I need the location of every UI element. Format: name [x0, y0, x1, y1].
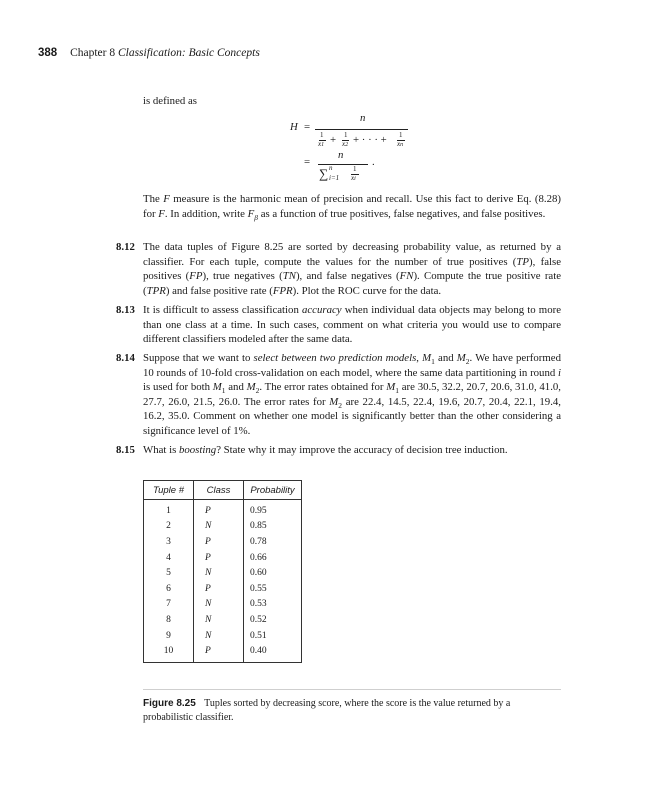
probability-cell: 0.85 [244, 519, 302, 535]
tuple-cell: 10 [144, 643, 194, 662]
exercise-text: It is difficult to assess classification accuracy when individual data objects may belong to more than one class at a time. In such cases, comment on what criteria you would use to compare different classifiers modeled after the same data. [143, 304, 561, 346]
frac-one-2: 1 [344, 131, 348, 139]
class-cell: N [194, 612, 244, 628]
frac-xn: xn [397, 140, 404, 148]
probability-cell: 0.66 [244, 550, 302, 566]
frac-one-1: 1 [320, 131, 324, 139]
formula-period: . [372, 156, 375, 168]
exercise-8-13 [116, 303, 561, 347]
tuple-cell: 8 [144, 612, 194, 628]
exercise-text: The data tuples of Figure 8.25 are sorted by decreasing probability value, as returned by a classifier. For each tuple, compute the values for the number of true positives (TP), false positives (FP), true negatives (TN), and false negatives (FN). Compute the true positive rate (TPR) and false positive rate (FPR). Plot the ROC curve for the data. [143, 241, 561, 297]
probability-cell: 0.40 [244, 643, 302, 662]
formula-equals-2: = [304, 156, 311, 168]
exercise-number: 8.14 [116, 352, 135, 364]
tuple-cell: 5 [144, 565, 194, 581]
frac-x2: x2 [342, 140, 349, 148]
plus-dots: + · · · + [353, 134, 387, 146]
intro-text: is defined as [143, 95, 197, 107]
sum-frac-one: 1 [353, 165, 357, 173]
formula-lhs: H [290, 121, 298, 133]
table-row [144, 628, 302, 644]
figure-label: Figure 8.25 [143, 698, 196, 709]
tuple-cell: 1 [144, 500, 194, 519]
table-row [144, 534, 302, 550]
sum-frac-xi: xi [351, 174, 356, 182]
table-row [144, 550, 302, 566]
tuple-cell: 2 [144, 519, 194, 535]
class-cell: P [194, 534, 244, 550]
table-header-row [144, 481, 302, 500]
sum-lower: i=1 [329, 174, 340, 182]
formula-numerator-2: n [338, 149, 344, 161]
probability-cell: 0.78 [244, 534, 302, 550]
exercise-8-12 [116, 240, 561, 298]
sum-upper: n [329, 164, 333, 172]
exercise-text: What is boosting? State why it may improve the accuracy of decision tree induction. [143, 444, 508, 456]
exercise-8-14 [116, 351, 561, 439]
caption-divider [143, 689, 561, 690]
frac-x1: x1 [318, 140, 325, 148]
running-header [38, 47, 260, 59]
fraction-bar-2 [318, 164, 368, 165]
formula-equals-1: = [304, 121, 311, 133]
fraction-bar-1 [315, 129, 408, 130]
column-header-tuple: Tuple # [144, 481, 194, 500]
probability-cell: 0.51 [244, 628, 302, 644]
class-cell: N [194, 628, 244, 644]
probability-cell: 0.55 [244, 581, 302, 597]
table-row [144, 519, 302, 535]
column-header-probability: Probability [244, 481, 302, 500]
exercise-text: Suppose that we want to select between two prediction models, $M_1$ and $M_2$. We have performed 10 rounds of 10-fold cross-validation on each model, where the same data partitioning in round i is used for both $M_1$ and $M_2$. The error rates obtained for $M_1$ are 30.5, 32.2, 20.7, 20.6, 31.0, 41.0, 27.7, 26.0, 21.5, 26.0. The error rates for $M_2$ are 22.4, 14.5, 22.4, 19.6, 20.7, 20.4, 22.1, 19.4, 16.2, 35.0. Comment on whether one model is significantly better than the other considering a significance level of 1%. [143, 352, 561, 437]
probability-cell: 0.53 [244, 597, 302, 613]
class-cell: N [194, 519, 244, 535]
class-cell: P [194, 550, 244, 566]
frac-one-n: 1 [399, 131, 403, 139]
column-header-class: Class [194, 481, 244, 500]
tuple-cell: 6 [144, 581, 194, 597]
table-row [144, 565, 302, 581]
tuple-cell: 3 [144, 534, 194, 550]
formula-numerator-1: n [360, 112, 366, 124]
table-row [144, 643, 302, 662]
tuple-cell: 7 [144, 597, 194, 613]
figure-caption [143, 697, 561, 724]
probability-cell: 0.95 [244, 500, 302, 519]
tuples-table [143, 480, 302, 663]
page-number: 388 [38, 47, 58, 59]
exercise-number: 8.12 [116, 241, 135, 253]
exercise-number: 8.15 [116, 444, 135, 456]
table-row [144, 581, 302, 597]
table-row [144, 612, 302, 628]
caption-text: Tuples sorted by decreasing score, where the score is the value returned by a probabilistic classifier. [143, 698, 511, 723]
tuple-cell: 9 [144, 628, 194, 644]
probability-cell: 0.60 [244, 565, 302, 581]
table-row [144, 597, 302, 613]
class-cell: P [194, 643, 244, 662]
class-cell: N [194, 597, 244, 613]
chapter-label: Chapter 8 [70, 47, 116, 59]
tuple-cell: 4 [144, 550, 194, 566]
table-row [144, 500, 302, 519]
exercise-8-15 [116, 443, 561, 458]
plus-1: + [330, 134, 337, 146]
class-cell: N [194, 565, 244, 581]
class-cell: P [194, 581, 244, 597]
probability-cell: 0.52 [244, 612, 302, 628]
sum-sign: ∑ [319, 166, 329, 181]
exercise-number: 8.13 [116, 304, 135, 316]
class-cell: P [194, 500, 244, 519]
f-measure-paragraph: The F measure is the harmonic mean of precision and recall. Use this fact to derive Eq. (8.28) for F. In addition, write $F_\beta$ as a function of true positives, false negatives, and false positives. [143, 193, 561, 222]
harmonic-mean-formula [288, 112, 428, 182]
chapter-title: Classification: Basic Concepts [117, 47, 260, 59]
